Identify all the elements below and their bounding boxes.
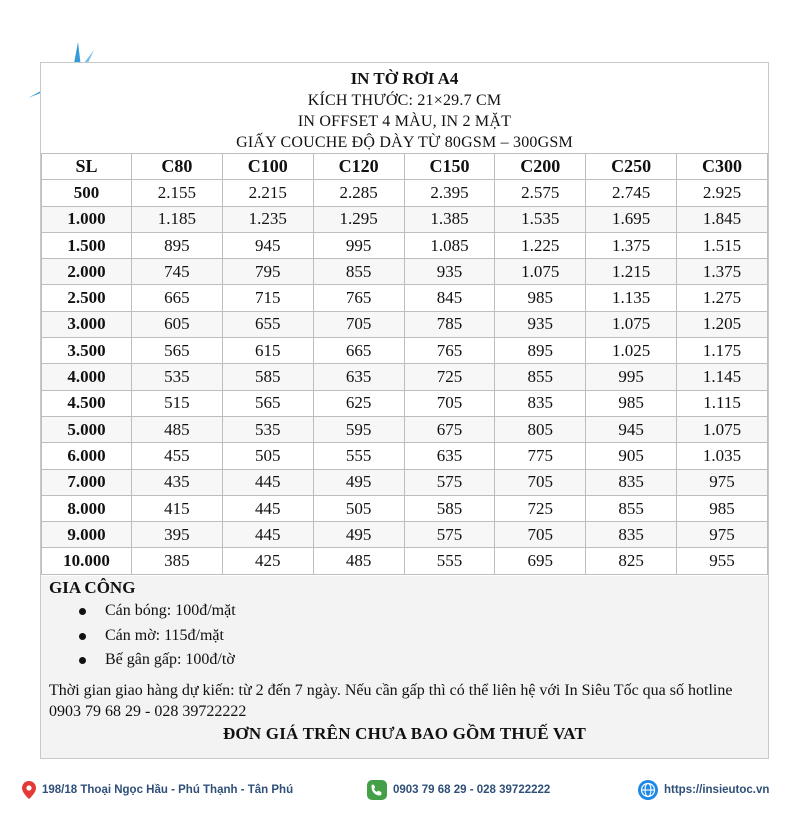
price-cell: 505 xyxy=(222,443,313,469)
price-cell: 945 xyxy=(222,232,313,258)
price-cell: 675 xyxy=(404,416,495,442)
price-cell: 905 xyxy=(586,443,677,469)
price-cell: 855 xyxy=(586,495,677,521)
price-cell: 1.075 xyxy=(495,259,586,285)
table-row xyxy=(42,364,768,390)
price-cell: 825 xyxy=(586,548,677,574)
table-row xyxy=(42,390,768,416)
table-row xyxy=(42,285,768,311)
quantity-cell: 4.000 xyxy=(42,364,132,390)
quantity-cell: 3.000 xyxy=(42,311,132,337)
column-header-c150: C150 xyxy=(404,154,495,180)
price-cell: 1.535 xyxy=(495,206,586,232)
price-cell: 1.695 xyxy=(586,206,677,232)
quantity-cell: 1.500 xyxy=(42,232,132,258)
table-row xyxy=(42,443,768,469)
price-cell: 725 xyxy=(495,495,586,521)
price-cell: 2.575 xyxy=(495,180,586,206)
price-cell: 895 xyxy=(495,338,586,364)
price-cell: 855 xyxy=(313,259,404,285)
price-cell: 835 xyxy=(586,522,677,548)
price-cell: 2.745 xyxy=(586,180,677,206)
processing-item-label: Cán mờ: 115đ/mặt xyxy=(105,626,224,644)
price-cell: 415 xyxy=(132,495,223,521)
price-cell: 995 xyxy=(313,232,404,258)
price-cell: 985 xyxy=(495,285,586,311)
processing-list xyxy=(75,599,236,673)
price-cell: 805 xyxy=(495,416,586,442)
price-cell: 605 xyxy=(132,311,223,337)
table-row xyxy=(42,206,768,232)
price-cell: 1.085 xyxy=(404,232,495,258)
price-cell: 835 xyxy=(495,390,586,416)
price-cell: 1.275 xyxy=(677,285,768,311)
sheet-header xyxy=(41,63,768,153)
price-cell: 425 xyxy=(222,548,313,574)
price-cell: 1.075 xyxy=(677,416,768,442)
table-row xyxy=(42,469,768,495)
sheet-title: IN TỜ RƠI A4 xyxy=(350,69,459,88)
price-cell: 705 xyxy=(495,469,586,495)
price-cell: 1.845 xyxy=(677,206,768,232)
price-cell: 445 xyxy=(222,469,313,495)
delivery-note: Thời gian giao hàng dự kiến: từ 2 đến 7 ngày. Nếu cần gấp thì có thể liên hệ với In Siêu Tốc qua số hotline 0903 79 68 29 - 028 39722222 xyxy=(49,682,733,720)
table-row xyxy=(42,180,768,206)
price-cell: 1.035 xyxy=(677,443,768,469)
price-sheet xyxy=(40,62,769,759)
price-cell: 1.385 xyxy=(404,206,495,232)
notes-section xyxy=(41,576,768,758)
price-cell: 1.375 xyxy=(586,232,677,258)
price-cell: 575 xyxy=(404,469,495,495)
quantity-cell: 8.000 xyxy=(42,495,132,521)
price-cell: 895 xyxy=(132,232,223,258)
paper-line: GIẤY COUCHE ĐỘ DÀY TỪ 80GSM – 300GSM xyxy=(236,134,573,151)
price-cell: 705 xyxy=(495,522,586,548)
column-header-c250: C250 xyxy=(586,154,677,180)
vat-note: ĐƠN GIÁ TRÊN CHƯA BAO GỒM THUẾ VAT xyxy=(222,724,587,743)
list-item xyxy=(75,624,236,649)
price-cell: 845 xyxy=(404,285,495,311)
price-cell: 565 xyxy=(222,390,313,416)
price-cell: 565 xyxy=(132,338,223,364)
column-header-c100: C100 xyxy=(222,154,313,180)
price-cell: 1.185 xyxy=(132,206,223,232)
quantity-cell: 2.000 xyxy=(42,259,132,285)
price-cell: 2.285 xyxy=(313,180,404,206)
table-row xyxy=(42,311,768,337)
price-cell: 935 xyxy=(495,311,586,337)
price-cell: 765 xyxy=(313,285,404,311)
price-cell: 625 xyxy=(313,390,404,416)
price-cell: 855 xyxy=(495,364,586,390)
table-row xyxy=(42,522,768,548)
price-cell: 1.215 xyxy=(586,259,677,285)
table-header-row xyxy=(42,154,768,180)
footer-website[interactable] xyxy=(638,775,769,805)
column-header-c200: C200 xyxy=(495,154,586,180)
price-cell: 1.225 xyxy=(495,232,586,258)
price-table xyxy=(41,153,768,575)
price-cell: 2.215 xyxy=(222,180,313,206)
price-cell: 715 xyxy=(222,285,313,311)
price-cell: 515 xyxy=(132,390,223,416)
price-cell: 2.395 xyxy=(404,180,495,206)
price-cell: 445 xyxy=(222,495,313,521)
price-cell: 585 xyxy=(404,495,495,521)
price-cell: 445 xyxy=(222,522,313,548)
price-cell: 995 xyxy=(586,364,677,390)
price-cell: 635 xyxy=(404,443,495,469)
phone-text: 0903 79 68 29 - 028 39722222 xyxy=(393,784,551,796)
contact-footer xyxy=(0,775,800,805)
processing-item-label: Cán bóng: 100đ/mặt xyxy=(105,602,236,619)
price-cell: 385 xyxy=(132,548,223,574)
price-cell: 745 xyxy=(132,259,223,285)
price-cell: 935 xyxy=(404,259,495,285)
price-cell: 1.375 xyxy=(677,259,768,285)
address-text: 198/18 Thoại Ngọc Hầu - Phú Thạnh - Tân Phú xyxy=(42,784,294,796)
quantity-cell: 500 xyxy=(42,180,132,206)
price-cell: 665 xyxy=(132,285,223,311)
price-cell: 975 xyxy=(677,469,768,495)
footer-phone[interactable] xyxy=(367,775,550,805)
list-item xyxy=(75,648,236,673)
quantity-cell: 6.000 xyxy=(42,443,132,469)
table-row xyxy=(42,259,768,285)
price-cell: 505 xyxy=(313,495,404,521)
price-cell: 985 xyxy=(677,495,768,521)
price-cell: 835 xyxy=(586,469,677,495)
column-header-c80: C80 xyxy=(132,154,223,180)
price-cell: 455 xyxy=(132,443,223,469)
price-cell: 555 xyxy=(404,548,495,574)
price-cell: 535 xyxy=(222,416,313,442)
table-body xyxy=(42,180,768,574)
price-cell: 485 xyxy=(313,548,404,574)
price-cell: 775 xyxy=(495,443,586,469)
quantity-cell: 7.000 xyxy=(42,469,132,495)
price-cell: 1.295 xyxy=(313,206,404,232)
table-row xyxy=(42,548,768,574)
quantity-cell: 3.500 xyxy=(42,338,132,364)
price-cell: 765 xyxy=(404,338,495,364)
price-cell: 665 xyxy=(313,338,404,364)
price-cell: 795 xyxy=(222,259,313,285)
price-cell: 585 xyxy=(222,364,313,390)
processing-title: GIA CÔNG xyxy=(49,578,136,597)
price-cell: 635 xyxy=(313,364,404,390)
price-cell: 555 xyxy=(313,443,404,469)
price-cell: 595 xyxy=(313,416,404,442)
map-pin-icon xyxy=(22,781,36,799)
price-cell: 695 xyxy=(495,548,586,574)
footer-address xyxy=(22,775,293,805)
bullet-icon xyxy=(79,608,86,615)
price-cell: 1.135 xyxy=(586,285,677,311)
price-cell: 495 xyxy=(313,469,404,495)
price-cell: 1.205 xyxy=(677,311,768,337)
price-cell: 1.115 xyxy=(677,390,768,416)
price-cell: 615 xyxy=(222,338,313,364)
list-item xyxy=(75,599,236,624)
price-cell: 1.025 xyxy=(586,338,677,364)
price-cell: 2.925 xyxy=(677,180,768,206)
price-cell: 705 xyxy=(404,390,495,416)
price-cell: 1.075 xyxy=(586,311,677,337)
column-header-c300: C300 xyxy=(677,154,768,180)
print-type-line: IN OFFSET 4 MÀU, IN 2 MẶT xyxy=(297,113,512,130)
website-link[interactable]: https://insieutoc.vn xyxy=(664,784,770,796)
price-cell: 725 xyxy=(404,364,495,390)
table-row xyxy=(42,338,768,364)
bullet-icon xyxy=(79,633,86,640)
table-row xyxy=(42,495,768,521)
price-cell: 1.145 xyxy=(677,364,768,390)
quantity-cell: 9.000 xyxy=(42,522,132,548)
globe-icon xyxy=(638,780,658,800)
price-cell: 705 xyxy=(313,311,404,337)
price-cell: 1.175 xyxy=(677,338,768,364)
column-header-c120: C120 xyxy=(313,154,404,180)
price-cell: 1.235 xyxy=(222,206,313,232)
price-cell: 535 xyxy=(132,364,223,390)
price-cell: 575 xyxy=(404,522,495,548)
phone-icon xyxy=(367,780,387,800)
quantity-cell: 1.000 xyxy=(42,206,132,232)
column-header-quantity: SL xyxy=(42,154,132,180)
price-cell: 985 xyxy=(586,390,677,416)
price-cell: 485 xyxy=(132,416,223,442)
price-cell: 785 xyxy=(404,311,495,337)
price-cell: 955 xyxy=(677,548,768,574)
quantity-cell: 4.500 xyxy=(42,390,132,416)
size-line: KÍCH THƯỚC: 21×29.7 CM xyxy=(307,92,502,109)
price-cell: 945 xyxy=(586,416,677,442)
price-cell: 495 xyxy=(313,522,404,548)
price-cell: 435 xyxy=(132,469,223,495)
price-cell: 1.515 xyxy=(677,232,768,258)
quantity-cell: 10.000 xyxy=(42,548,132,574)
bullet-icon xyxy=(79,657,86,664)
processing-item-label: Bế gân gấp: 100đ/tờ xyxy=(105,651,235,668)
price-cell: 655 xyxy=(222,311,313,337)
quantity-cell: 2.500 xyxy=(42,285,132,311)
table-row xyxy=(42,232,768,258)
price-cell: 395 xyxy=(132,522,223,548)
quantity-cell: 5.000 xyxy=(42,416,132,442)
price-cell: 975 xyxy=(677,522,768,548)
table-row xyxy=(42,416,768,442)
price-cell: 2.155 xyxy=(132,180,223,206)
